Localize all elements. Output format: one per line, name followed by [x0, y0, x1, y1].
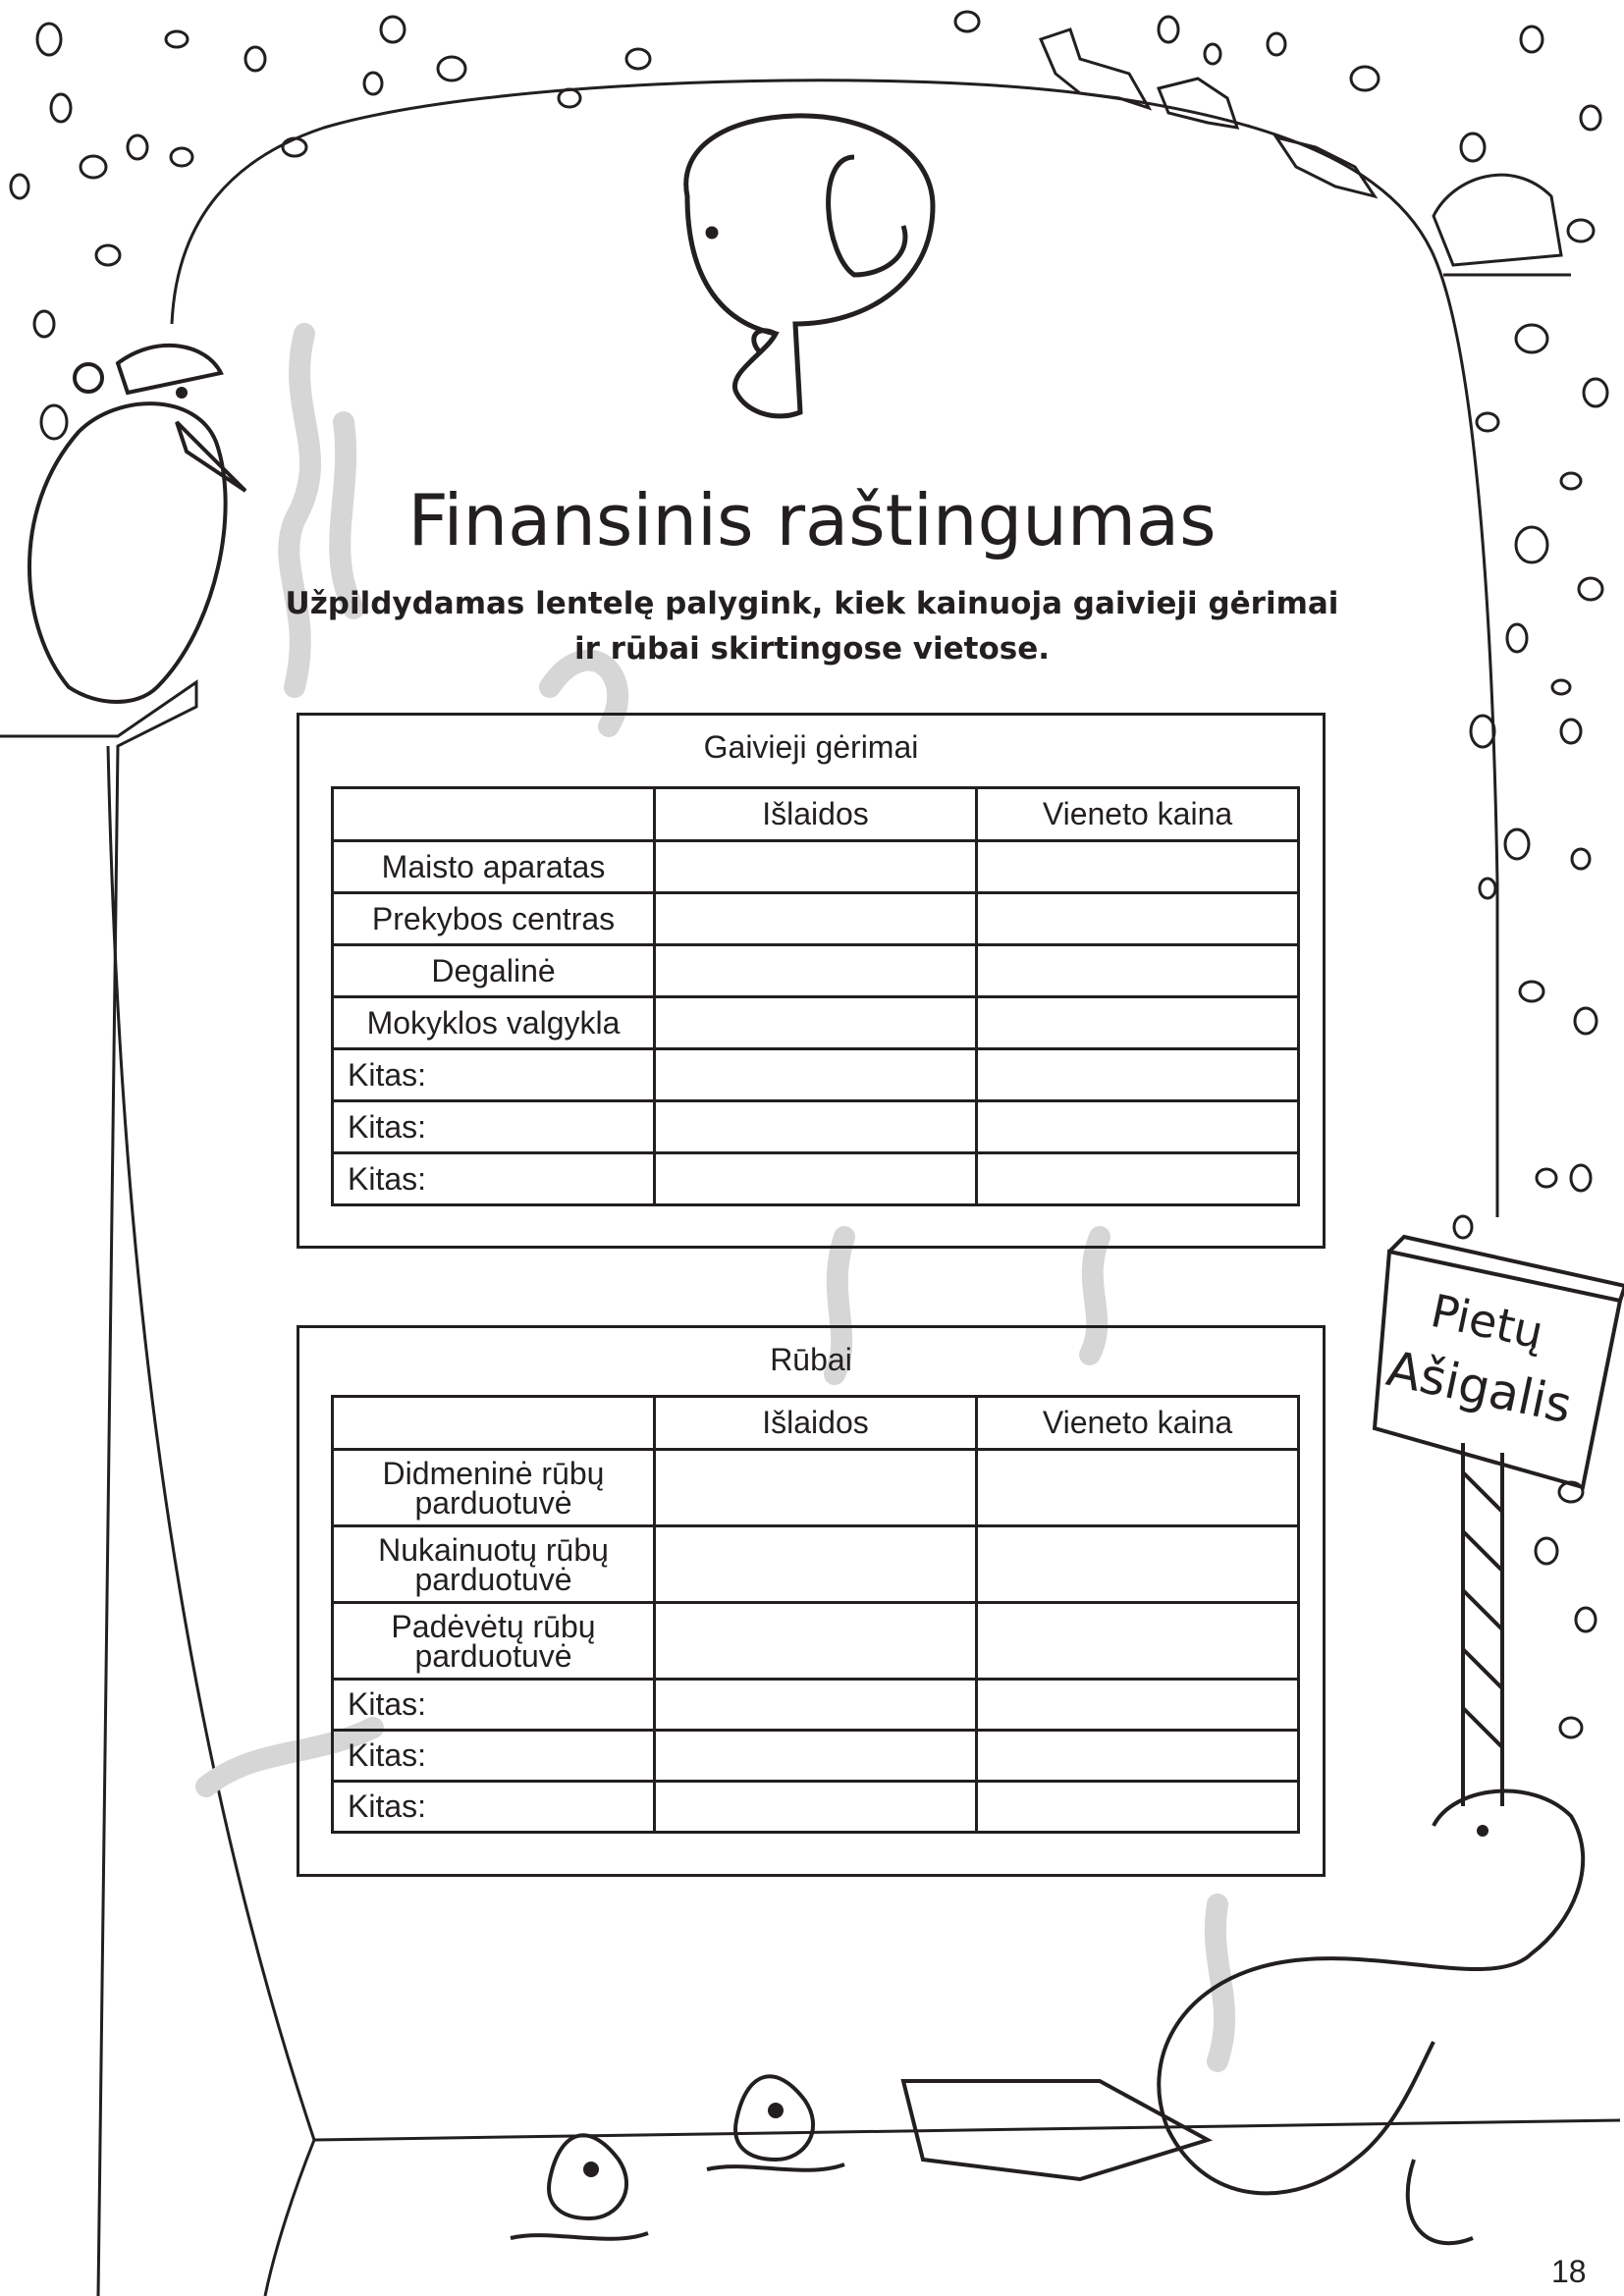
- clothes-table-box: [297, 1325, 1326, 1877]
- table-row: [333, 1731, 1299, 1782]
- row-label-line-2: parduotuvė: [414, 1484, 572, 1521]
- floor-line: [314, 2120, 1620, 2140]
- header-cell-expenses: Išlaidos: [655, 788, 977, 841]
- table-row: [333, 1782, 1299, 1833]
- row-label: Prekybos centras: [333, 893, 655, 945]
- expenses-cell[interactable]: [655, 841, 977, 893]
- clothes-table-caption: Rūbai: [770, 1342, 852, 1377]
- row-label: [333, 1526, 655, 1603]
- expenses-cell[interactable]: [655, 1782, 977, 1833]
- header-cell-unit-price: Vieneto kaina: [977, 1397, 1299, 1450]
- unit-price-cell[interactable]: [977, 1101, 1299, 1153]
- cave-left-wall: [108, 746, 314, 2140]
- unit-price-cell[interactable]: [977, 1680, 1299, 1731]
- unit-price-cell[interactable]: [977, 945, 1299, 997]
- table-row: [333, 997, 1299, 1049]
- page-title: Finansinis raštingumas: [407, 479, 1217, 561]
- expenses-cell[interactable]: [655, 1450, 977, 1526]
- unit-price-cell[interactable]: [977, 841, 1299, 893]
- expenses-cell[interactable]: [655, 1680, 977, 1731]
- fish-icon: [511, 2076, 844, 2238]
- row-label: Kitas:: [333, 1101, 655, 1153]
- unit-price-cell[interactable]: [977, 1731, 1299, 1782]
- unit-price-cell[interactable]: [977, 1603, 1299, 1680]
- unit-price-cell[interactable]: [977, 893, 1299, 945]
- header-cell-empty: [333, 788, 655, 841]
- unit-price-cell[interactable]: [977, 1782, 1299, 1833]
- row-label: Kitas:: [333, 1782, 655, 1833]
- row-label: Kitas:: [333, 1049, 655, 1101]
- expenses-cell[interactable]: [655, 1049, 977, 1101]
- header-cell-unit-price: Vieneto kaina: [977, 788, 1299, 841]
- row-label: Degalinė: [333, 945, 655, 997]
- table-row: [333, 945, 1299, 997]
- unit-price-cell[interactable]: [977, 997, 1299, 1049]
- table-row: [333, 1680, 1299, 1731]
- row-label-line-1: Padėvėtų rūbų: [391, 1608, 596, 1644]
- drinks-table-box: [297, 713, 1326, 1249]
- instructions: [196, 581, 1428, 671]
- table-row: [333, 1603, 1299, 1680]
- row-label: Mokyklos valgykla: [333, 997, 655, 1049]
- drinks-table-caption: Gaivieji gėrimai: [703, 729, 919, 765]
- row-label-line-1: Didmeninė rūbų: [382, 1455, 605, 1491]
- table-row: [333, 841, 1299, 893]
- table-row: [333, 1450, 1299, 1526]
- table-header-row: [333, 788, 1299, 841]
- table-row: [333, 1049, 1299, 1101]
- row-label-line-2: parduotuvė: [414, 1561, 572, 1597]
- row-label: Kitas:: [333, 1680, 655, 1731]
- row-label: Kitas:: [333, 1153, 655, 1205]
- unit-price-cell[interactable]: [977, 1450, 1299, 1526]
- expenses-cell[interactable]: [655, 945, 977, 997]
- row-label: Maisto aparatas: [333, 841, 655, 893]
- reindeer-sleigh-icon: [1041, 29, 1571, 275]
- header-cell-expenses: Išlaidos: [655, 1397, 977, 1450]
- instructions-line-2: ir rūbai skirtingose vietose.: [573, 631, 1051, 667]
- page-number: 18: [1551, 2254, 1587, 2289]
- table-row: [333, 1153, 1299, 1205]
- expenses-cell[interactable]: [655, 893, 977, 945]
- row-label-line-2: parduotuvė: [414, 1637, 572, 1674]
- sign-line-2: Ašigalis: [1381, 1340, 1577, 1435]
- header-cell-empty: [333, 1397, 655, 1450]
- signpost-icon: [1375, 1237, 1624, 1806]
- table-row: [333, 1101, 1299, 1153]
- row-label: [333, 1603, 655, 1680]
- unit-price-cell[interactable]: [977, 1049, 1299, 1101]
- elephant-head-icon: [686, 116, 933, 416]
- row-label-line-1: Nukainuotų rūbų: [378, 1531, 609, 1568]
- row-label: Kitas:: [333, 1731, 655, 1782]
- table-row: [333, 1526, 1299, 1603]
- table-header-row: [333, 1397, 1299, 1450]
- unit-price-cell[interactable]: [977, 1153, 1299, 1205]
- sign-line-1: Pietų: [1426, 1283, 1548, 1360]
- expenses-cell[interactable]: [655, 997, 977, 1049]
- row-label: [333, 1450, 655, 1526]
- expenses-cell[interactable]: [655, 1526, 977, 1603]
- instructions-line-1: Užpildydamas lentelę palygink, kiek kainuoja gaivieji gėrimai: [285, 586, 1339, 621]
- expenses-cell[interactable]: [655, 1153, 977, 1205]
- drinks-table: [331, 786, 1300, 1206]
- expenses-cell[interactable]: [655, 1101, 977, 1153]
- ice-pillar: [0, 682, 196, 2296]
- clothes-table: [331, 1395, 1300, 1834]
- table-row: [333, 893, 1299, 945]
- unit-price-cell[interactable]: [977, 1526, 1299, 1603]
- expenses-cell[interactable]: [655, 1603, 977, 1680]
- expenses-cell[interactable]: [655, 1731, 977, 1782]
